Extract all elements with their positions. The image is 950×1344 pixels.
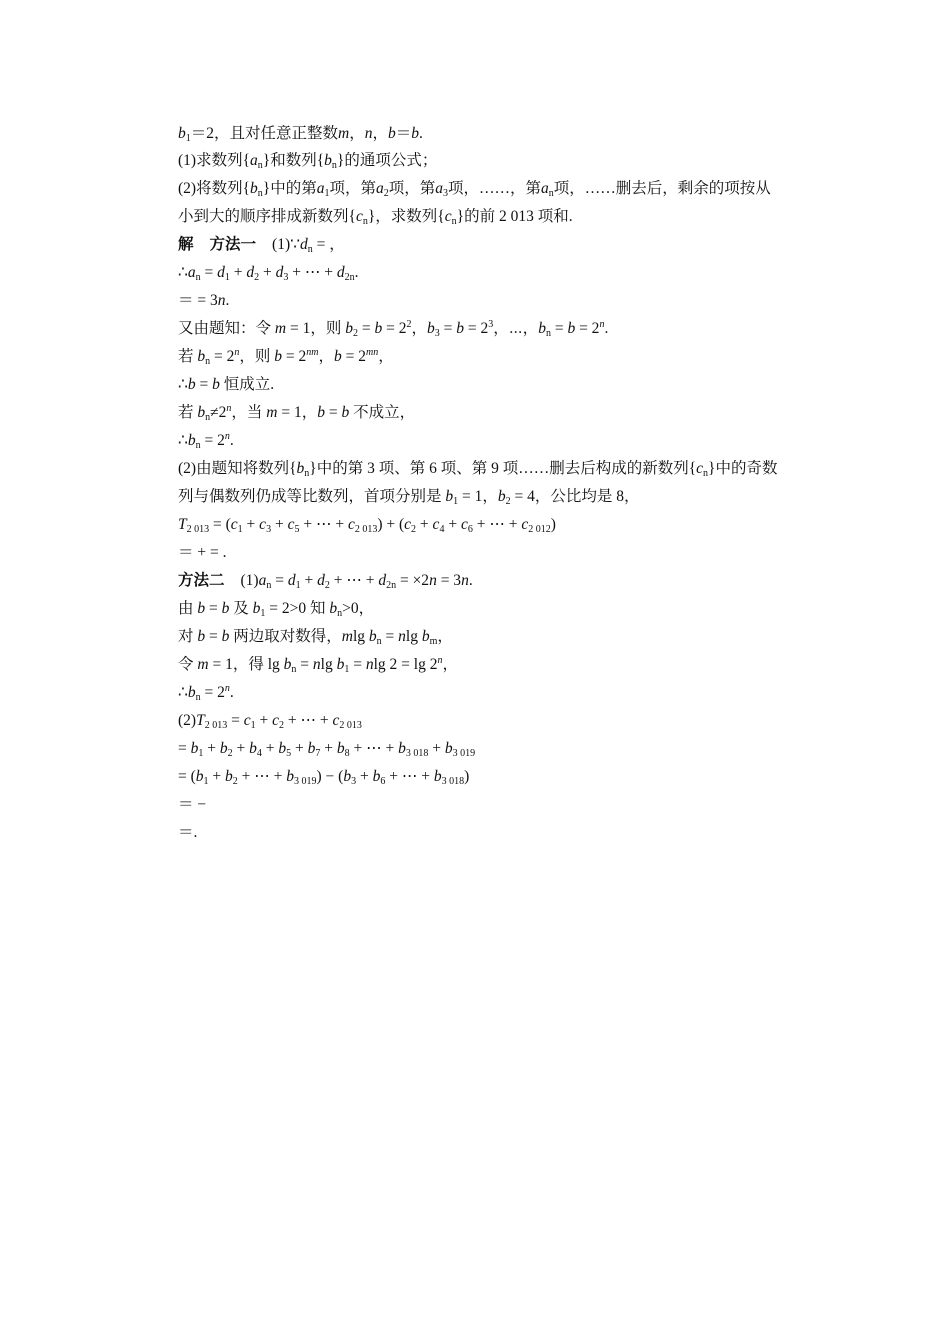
question-2-line-1: (2)将数列$\{b_n\}$中的第$a_1$项，第$a_2$项，第$a_3$项，……，第$a_n$项，……删去后，剩余的项按从 [178, 180, 771, 199]
method-2-line-4: 令 m = 1，得 $\lg b_n = nlg$ $b_1 = nlg$ 2 = lg 2$^n$， [178, 655, 458, 675]
method-2-line-3: 对 b = b 两边取对数得，mlg $b_n = nlg$ $b_m$， [178, 628, 453, 647]
method-2-line-7: = $b_1 + b_2 + b_4 + b_5 + b_7 + b_8$ + ⋯ + $b_{3 018} + b_{3 019}$ [178, 740, 476, 759]
method-1-line-3: ＝ = 3n. [178, 292, 230, 309]
method-1-line-7: 若 $b_n\ne 2^n$，当 m = 1，b = b 不成立， [178, 403, 416, 423]
method-1-header: 解 方法一 $(1)\because d_n$ = ， [178, 236, 345, 255]
method-1-line-6: ∴b = b 恒成立. [178, 376, 275, 393]
method-2-line-9: ＝ − [178, 796, 207, 813]
method-1-line-11: $T_{2 013} = (c_1 + c_3 + c_5$ + ⋯ + $c_{2 013}) + (c_2 + c_4 + c_6$ + ⋯ + $c_{2 012}$) [178, 516, 556, 535]
method-2-line-8: = ($b_1 + b_2$ + ⋯ + $b_{3 019}) - (b_3 + b_6$ + ⋯ + $b_{3 018}$) [178, 768, 470, 787]
method-2-header: 方法二 $(1)a_n = d_1 + d_2$ + ⋯ + $d_{2n} = \times 2n = 3n$. [178, 572, 473, 591]
solution-label: 解 [178, 236, 194, 253]
method-2-line-10: ＝. [178, 824, 198, 841]
method-1-label: 方法一 [209, 236, 257, 253]
method-1-line-8: $\therefore b_n = 2^n$. [178, 431, 234, 451]
method-1-line-9: (2)由题知将数列$\{b_n\}$中的第 3 项、第 6 项、第 9 项……删去后构成的新数列$\{c_n\}$中的奇数 [178, 460, 778, 479]
method-1-line-4: 又由题知：令 m = 1，则 $b_2 = b = 2^2$，$b_3 = b = 2^3$，⋯，$b_n = b = 2^n$. [178, 319, 609, 339]
method-2-line-6: $(2)T_{2 013} = c_1 + c_2$ + ⋯ + $c_{2 013}$ [178, 712, 362, 731]
method-1-line-12: ＝ + = . [178, 544, 227, 561]
method-2-line-5: $\therefore b_n = 2^n$. [178, 683, 234, 703]
method-1-line-10: 列与偶数列仍成等比数列，首项分别是 $b_1 = 1$，$b_2 = 4$，公比均是 8， [178, 488, 640, 507]
method-2-line-2: 由 b = b 及 $b_1 = 2>0$ 知 $b_n>0$， [178, 600, 375, 619]
problem-condition-line: $b_1=2$，且对任意正整数m，n，b＝b. [178, 125, 423, 144]
question-2-line-2: 小到大的顺序排成新数列$\{c_n\}$，求数列$\{c_n\}$的前 2 013 项和. [178, 208, 573, 227]
method-1-line-2: $\therefore a_n = d_1 + d_2 + d_3$ + ⋯ + $d_{2n}$. [178, 264, 359, 283]
question-1: (1)求数列$\{a_n\}$和数列$\{b_n\}$的通项公式； [178, 152, 438, 171]
method-2-label: 方法二 [178, 572, 225, 589]
method-1-line-5: 若 $b_n = 2^n$，则 $b = 2^{nm}$，$b = 2^{mn}$， [178, 347, 394, 367]
